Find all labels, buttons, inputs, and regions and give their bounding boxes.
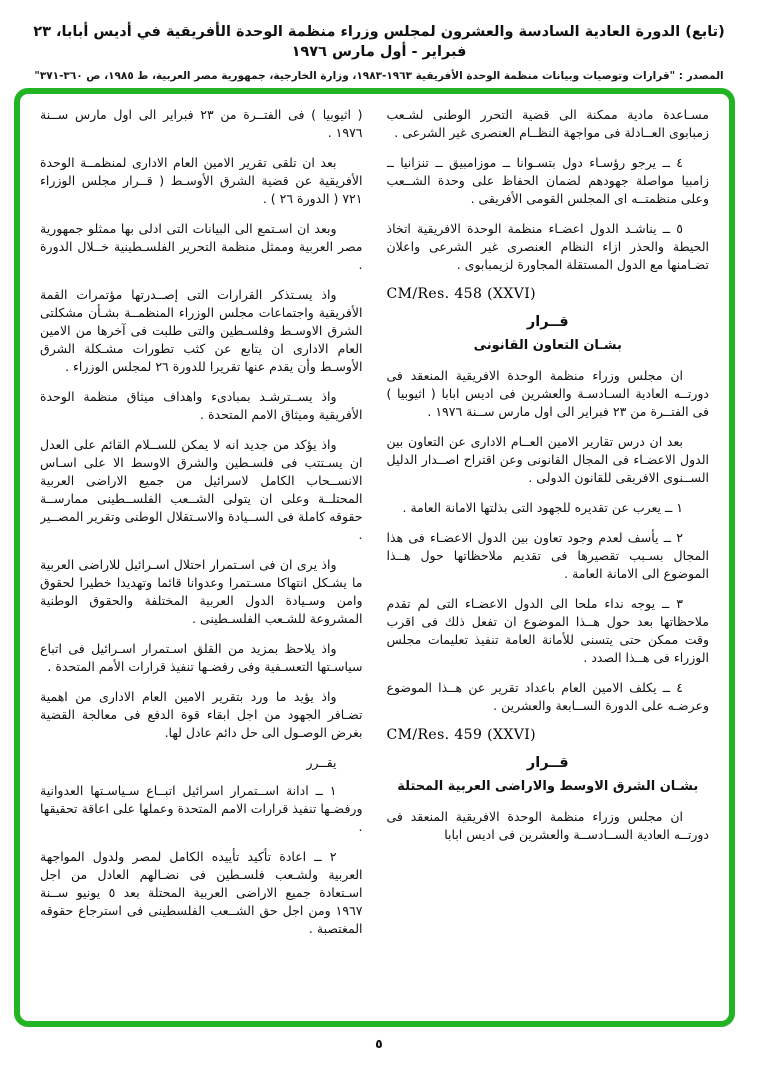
resolution-subject: بشـان الشرق الاوسط والاراضى العربية المحتلة [397,779,699,794]
numbered-item: ٥ ــ يناشـد الدول اعضـاء منظمة الوحدة الافريقية اتخاذ الحيطة والحذر ازاء النظام العنصرى غير الشرعى واعلان تضـامنها مع الدول المستقلة المجاورة لزيمبابوى . [386,221,709,272]
paragraph: واذ يسـتذكر القرارات التى إصــدرتها مؤتمرات القمة الأفريقية واجتماعات مجلس الوزراء المنظمــة بشـأن مشكلتى الشرق الاوسـط وفلسـطين والتى طلبت فى آخرها من الامين العام الادارى ان يتابع عن كثب تطورات مشـكلة الشرق الأوسـط وأن يقدم عنها تقريرا للدورة ٢٦ لمجلس الوزراء . [40,287,363,374]
numbered-item: ٢ ــ يأسف لعدم وجود تعاون بين الدول الاعضـاء فى هذا المجال بسـبب تقصيرها فى تقديم ملاحظاتها حول هــذا الموضوع الى الامانة العامة . [386,530,709,581]
numbered-item: ١ ــ يعرب عن تقديره للجهود التى بذلتها الامانة العامة . [402,500,683,515]
numbered-item: ٢ ــ اعادة تأكيد تأييده الكامل لمصر ولدول المواجهة العربية ولشـعب فلسـطين فى نضـالهم العادل من اجل اسـتعادة جميع الاراضى العربية المحتلة بعد ٥ يونيو ســنة ١٩٦٧ ومن اجل حق الشــعب الفلسطينى فى استرجاع حقوقه المغتصبة . [40,849,363,936]
column-right [387,106,710,1011]
paragraph: واذ يرى ان فى اسـتمرار احتلال اسـرائيل للاراضى العربية ما يشـكل انتهاكا مسـتمرا وعدوانا قائما وتهديدا خطيرا لحقوق وامن وسـيادة الدول العربية المختلفة والحقوق الوطنية المشروعة للشـعب الفلسـطينى . [40,557,363,626]
resolution-subject: بشـان التعاون القانونى [473,338,622,353]
numbered-item: ١ ــ ادانة اســتمرار اسرائيل اتبــاع سـياسـتها العدوانية ورفضـها تنفيذ قرارات الامم المتحدة وعملها على اعاقة تحقيقها . [40,783,363,834]
resolution-number: CM/Res. 458 (XXVI) [386,286,537,302]
paragraph: بعد ان تلقى تقرير الامين العام الادارى لمنظمــة الوحدة الأفريقية عن قضية الشرق الأوسـط ( قــرار مجلس الوزراء ٧٢١ ( الدورة ٢٦ ) . [40,155,363,206]
paragraph: بعد ان درس تقارير الامين العــام الادارى عن التعاون بين الدول الاعضـاء فى المجال القانونى وعن اقتراح اصــدار الدليل الســنوى الافريقى للقانون الدولى . [386,434,709,485]
column-left [40,106,363,1011]
page-number: ٥ [375,1036,383,1051]
numbered-item: ٤ ــ يكلف الامين العام باعداد تقرير عن هــذا الموضوع وعرضـه على الدورة الســابعة والعشرين . [386,680,709,713]
paragraph: مسـاعدة مادية ممكنة الى قضية التحرر الوطنى لشـعب زمبابوى العــادلة فى مواجهة النظــام العنصرى غير الشرعى . [386,107,709,140]
paragraph: ان مجلس وزراء منظمة الوحدة الافريقية المنعقد فى دورتــه العادية السـادسـة والعشرين فى اديس ابابا ( اثيوبيا ) فى الفتــرة من ٢٣ فبراير الى اول مارس ســنة ١٩٧٦ . [386,368,709,419]
decide-word: يقــرر [306,755,337,770]
paragraph: ( اثيوبيا ) فى الفتــرة من ٢٣ فبراير الى اول مارس ســنة ١٩٧٦ . [40,107,363,140]
resolution-title: قــرار [526,314,569,330]
resolution-title: قــرار [526,755,569,771]
resolution-number: CM/Res. 459 (XXVI) [386,727,537,743]
paragraph: واذ يلاحظ بمزيد من القلق اسـتمرار اسـرائيل فى اتباع سياسـتها التعسـفية وفى رفضـها تنفيذ قرارات الأمم المتحدة . [40,641,363,674]
session-title: (تابع) الدورة العادية السادسة والعشرون لمجلس وزراء منظمة الوحدة الأفريقية في أديس أبابا، ٢٣ فبراير - أول مارس ١٩٧٦ [33,24,725,61]
numbered-item: ٤ ــ يرجو رؤسـاء دول بتسـوانا ــ موزامبيق ــ تنزانيا ــ زامبيا مواصلة جهودهم لضمان الحفاظ على وحدة الشــعب وعلى منظمتــه اى المجلس القومى الأفريقى . [386,155,709,206]
green-border-frame [14,88,735,1027]
two-column-layout [20,94,729,1021]
paragraph: واذ يســترشـد بمبادىء واهداف ميثاق منظمة الوحدة الأفريقية وميثاق الامم المتحدة . [40,389,363,422]
page-header [10,22,748,82]
paragraph: ان مجلس وزراء منظمة الوحدة الافريقية المنعقد فى دورتــه العادية الســادســة والعشرين فى اديس ابابا [386,809,709,842]
paragraph: وبعد ان اسـتمع الى البيانات التى ادلى بها ممثلو جمهورية مصر العربية وممثل منظمة التحرير الفلسـطينية خــلال الدورة . [40,221,363,272]
paragraph: واذ يؤيد ما ورد بتقرير الامين العام الادارى من اهمية تضـافر الجهود من اجل ابقاء قوة الدفع فى معالجة القضية بغرض الوصـول الى حل دائم عادل لها. [40,689,363,740]
source-citation: المصدر : "قرارات وتوصيات وبيانات منظمة الوحدة الأفريقية ١٩٦٣-١٩٨٣، وزارة الخارجية، جمهورية مصر العربية، ط ١٩٨٥، ص ٣٦٠-٣٧١" [34,69,724,82]
numbered-item: ٣ ــ يوجه نداء ملحا الى الدول الاعضـاء التى لم تقدم ملاحظاتها بعد حول هــذا الموضوع ان تفعل ذلك فى اقرب وقت ممكن حتى يتسنى للأمانة العامة تنفيذ تعليمات مجلس الوزراء فى هــذا الصدد . [386,596,709,665]
paragraph: واذ يؤكد من جديد انه لا يمكن للســلام القائم على العدل ان يسـتتب فى فلسـطين والشرق الاوسط الا على اسـاس الانســحاب الكامل لاسرائيل من جميع الاراضى العربية المحتلــة وعلى ان يتولى الشــعب الفلســطينى ممارســة حقوقه كاملة فى الســيادة والاسـتقلال الوطنى وتقرير المصــير . [40,437,363,542]
